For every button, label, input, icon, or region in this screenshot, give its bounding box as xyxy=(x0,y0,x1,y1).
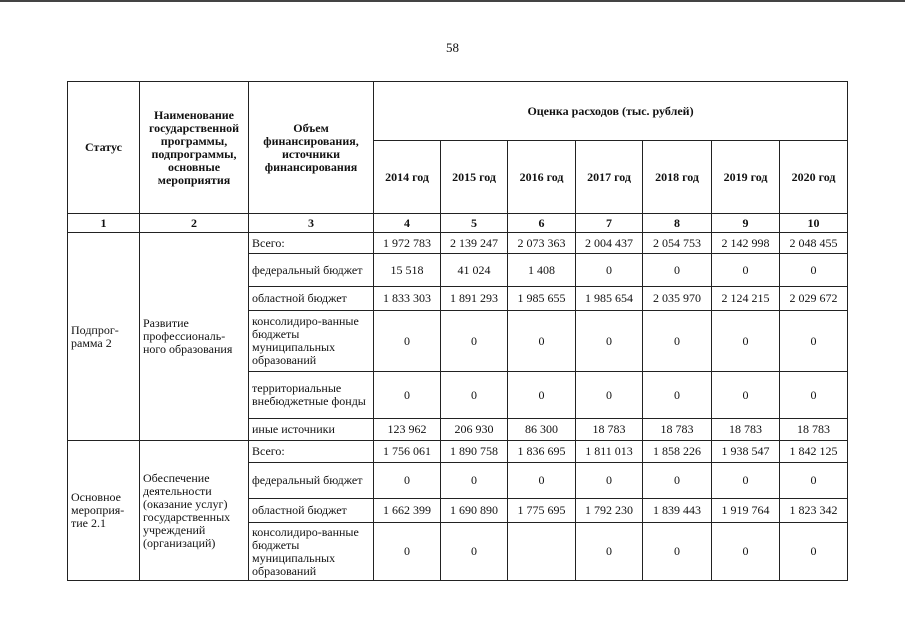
column-number: 1 xyxy=(68,214,140,233)
budget-table xyxy=(67,81,848,581)
value-cell: 0 xyxy=(712,523,780,581)
source-cell: федеральный бюджет xyxy=(249,463,374,499)
value-cell: 1 919 764 xyxy=(712,499,780,523)
value-cell: 0 xyxy=(374,523,441,581)
header-year: 2018 год xyxy=(643,141,712,214)
value-cell: 0 xyxy=(643,372,712,419)
column-number: 6 xyxy=(508,214,576,233)
value-cell: 1 842 125 xyxy=(780,441,848,463)
value-cell: 2 073 363 xyxy=(508,233,576,254)
column-number: 9 xyxy=(712,214,780,233)
column-number: 2 xyxy=(140,214,249,233)
source-cell: Всего: xyxy=(249,441,374,463)
table-row xyxy=(68,233,848,254)
value-cell: 0 xyxy=(508,372,576,419)
source-cell: областной бюджет xyxy=(249,287,374,311)
column-number: 4 xyxy=(374,214,441,233)
value-cell: 0 xyxy=(374,311,441,372)
value-cell: 1 408 xyxy=(508,254,576,287)
header-year: 2020 год xyxy=(780,141,848,214)
value-cell: 0 xyxy=(441,523,508,581)
value-cell: 0 xyxy=(508,311,576,372)
column-number: 3 xyxy=(249,214,374,233)
value-cell: 0 xyxy=(712,463,780,499)
column-number: 5 xyxy=(441,214,508,233)
program-name-cell: Развитие профессиональ-ного образования xyxy=(140,233,249,441)
status-cell: Подпрог-рамма 2 xyxy=(68,233,140,441)
header-row xyxy=(68,82,848,141)
value-cell: 1 890 758 xyxy=(441,441,508,463)
value-cell: 0 xyxy=(780,372,848,419)
value-cell: 1 775 695 xyxy=(508,499,576,523)
value-cell: 0 xyxy=(441,372,508,419)
source-cell: федеральный бюджет xyxy=(249,254,374,287)
value-cell: 0 xyxy=(441,311,508,372)
value-cell: 2 142 998 xyxy=(712,233,780,254)
value-cell: 1 811 013 xyxy=(576,441,643,463)
value-cell: 2 124 215 xyxy=(712,287,780,311)
program-name-cell: Обеспечение деятельности (оказание услуг) государственных учреждений (организаций) xyxy=(140,441,249,581)
header-year: 2016 год xyxy=(508,141,576,214)
value-cell: 0 xyxy=(441,463,508,499)
value-cell: 0 xyxy=(576,311,643,372)
value-cell: 86 300 xyxy=(508,419,576,441)
value-cell: 1 891 293 xyxy=(441,287,508,311)
source-cell: иные источники xyxy=(249,419,374,441)
value-cell: 1 756 061 xyxy=(374,441,441,463)
header-expenses: Оценка расходов (тыс. рублей) xyxy=(374,82,848,141)
status-cell: Основное мероприя-тие 2.1 xyxy=(68,441,140,581)
source-cell: Всего: xyxy=(249,233,374,254)
value-cell: 0 xyxy=(374,463,441,499)
value-cell: 1 833 303 xyxy=(374,287,441,311)
table-row xyxy=(68,441,848,463)
header-year: 2014 год xyxy=(374,141,441,214)
value-cell: 0 xyxy=(712,254,780,287)
value-cell: 0 xyxy=(576,463,643,499)
value-cell: 2 004 437 xyxy=(576,233,643,254)
column-number: 10 xyxy=(780,214,848,233)
header-funding-source: Объем финансирования, источники финансирования xyxy=(249,82,374,214)
value-cell: 0 xyxy=(780,311,848,372)
header-year: 2019 год xyxy=(712,141,780,214)
source-cell: территориальные внебюджетные фонды xyxy=(249,372,374,419)
header-year: 2015 год xyxy=(441,141,508,214)
value-cell: 1 662 399 xyxy=(374,499,441,523)
value-cell: 2 048 455 xyxy=(780,233,848,254)
header-program-name: Наименование государственной программы, подпрограммы, основные мероприятия xyxy=(140,82,249,214)
value-cell: 0 xyxy=(576,372,643,419)
column-number-row xyxy=(68,214,848,233)
value-cell: 1 985 655 xyxy=(508,287,576,311)
value-cell: 18 783 xyxy=(643,419,712,441)
value-cell: 1 839 443 xyxy=(643,499,712,523)
value-cell: 0 xyxy=(643,311,712,372)
value-cell: 123 962 xyxy=(374,419,441,441)
header-year: 2017 год xyxy=(576,141,643,214)
column-number: 8 xyxy=(643,214,712,233)
value-cell: 0 xyxy=(576,254,643,287)
value-cell: 1 690 890 xyxy=(441,499,508,523)
value-cell: 0 xyxy=(643,254,712,287)
value-cell: 0 xyxy=(780,254,848,287)
top-edge-line xyxy=(0,0,905,2)
value-cell: 1 938 547 xyxy=(712,441,780,463)
value-cell xyxy=(508,523,576,581)
value-cell: 2 054 753 xyxy=(643,233,712,254)
value-cell: 18 783 xyxy=(712,419,780,441)
source-cell: областной бюджет xyxy=(249,499,374,523)
source-cell: консолидиро-ванные бюджеты муниципальных образований xyxy=(249,311,374,372)
value-cell: 1 792 230 xyxy=(576,499,643,523)
value-cell: 41 024 xyxy=(441,254,508,287)
value-cell: 2 035 970 xyxy=(643,287,712,311)
value-cell: 1 985 654 xyxy=(576,287,643,311)
value-cell: 18 783 xyxy=(576,419,643,441)
value-cell: 206 930 xyxy=(441,419,508,441)
value-cell: 1 836 695 xyxy=(508,441,576,463)
page-number: 58 xyxy=(446,40,459,55)
value-cell: 1 858 226 xyxy=(643,441,712,463)
value-cell: 0 xyxy=(643,463,712,499)
value-cell: 0 xyxy=(712,311,780,372)
value-cell: 0 xyxy=(374,372,441,419)
value-cell: 0 xyxy=(508,463,576,499)
value-cell: 2 029 672 xyxy=(780,287,848,311)
value-cell: 18 783 xyxy=(780,419,848,441)
value-cell: 1 823 342 xyxy=(780,499,848,523)
column-number: 7 xyxy=(576,214,643,233)
value-cell: 15 518 xyxy=(374,254,441,287)
value-cell: 0 xyxy=(576,523,643,581)
value-cell: 1 972 783 xyxy=(374,233,441,254)
header-status: Статус xyxy=(68,82,140,214)
value-cell: 0 xyxy=(712,372,780,419)
value-cell: 0 xyxy=(780,463,848,499)
value-cell: 2 139 247 xyxy=(441,233,508,254)
value-cell: 0 xyxy=(643,523,712,581)
source-cell: консолидиро-ванные бюджеты муниципальных образований xyxy=(249,523,374,581)
value-cell: 0 xyxy=(780,523,848,581)
